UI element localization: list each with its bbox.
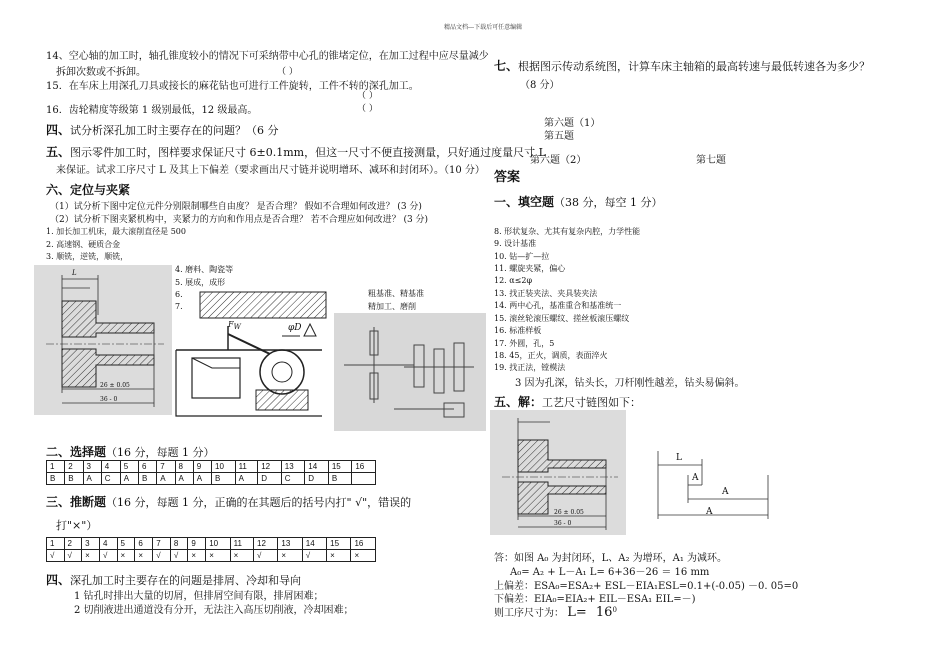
fixture-figure (172, 290, 330, 425)
choice-number-cell: 11 (235, 461, 258, 473)
choice-number-cell: 10 (212, 461, 236, 473)
answer-dim-36: 36 - 0 (554, 520, 572, 527)
section-6-line-2: （2）试分析下图夹紧机构中，夹紧力的方向和作用点是否合理？ 若不合理应如何改进？ (3 分) (50, 215, 429, 225)
fill-answer-item: 16. 标准样板 (494, 326, 542, 336)
choice-value-cell: A (157, 473, 175, 485)
choice-value-cell: B (212, 473, 236, 485)
choice-value-cell: D (258, 473, 282, 485)
choice-value-cell: A (193, 473, 211, 485)
choice-number-cell: 14 (305, 461, 329, 473)
answer-8-left: 粗基准、精基准 (368, 289, 424, 298)
choice-value-row (47, 473, 376, 485)
judge-value-row (47, 550, 376, 562)
judge-number-cell: 3 (82, 538, 100, 550)
section-7-score: （8 分） (520, 80, 560, 91)
fill-answer-item: 12. α≤2φ (494, 275, 533, 285)
fill-answer-item: 19. 找正法，镗模法 (494, 363, 566, 373)
judge-answer-table (46, 537, 376, 562)
answer-paren-16: （ ） (357, 104, 378, 114)
fill-answer-item: 14. 两中心孔，基准重合和基准统一 (494, 301, 622, 311)
fill-answer-item: 10. 钻—扩—拉 (494, 251, 550, 261)
calc-line-2: A₀= A₂ + L－A₁ L= 6+36－26 ＝ 16 mm (510, 567, 710, 578)
fill-answer-item: 13. 找正装夹法、夹具装夹法 (494, 289, 598, 298)
choice-number-cell: 15 (328, 461, 352, 473)
transmission-figure (334, 313, 486, 431)
judge-value-cell: √ (170, 550, 188, 562)
choice-value-cell: A (83, 473, 101, 485)
choice-number-cell: 5 (120, 461, 138, 473)
choice-value-cell: C (281, 473, 305, 485)
answer-2: 2. 高速钢、硬质合金 (46, 240, 121, 249)
dim-26-label: 26 ± 0.05 (100, 382, 130, 389)
judge-number-cell: 8 (170, 538, 188, 550)
choice-number-cell: 9 (193, 461, 211, 473)
chain-label-l: L (676, 453, 682, 463)
choice-value-cell (352, 473, 376, 485)
choice-number-cell: 6 (138, 461, 156, 473)
choice-number-cell: 2 (65, 461, 83, 473)
fill-answer-item: 18. 45，正火，调质，表面淬火 (494, 351, 608, 360)
judge-value-cell: √ (254, 550, 278, 562)
section-4-answer: 四、深孔加工时主要存在的问题是排屑、冷却和导向 (46, 573, 302, 587)
judge-value-cell: √ (99, 550, 117, 562)
transmission-svg (334, 313, 486, 431)
judge-number-cell: 4 (99, 538, 117, 550)
answer-part-drawing (490, 410, 626, 535)
judge-value-cell: √ (47, 550, 65, 562)
figure-title-6-1: 第六题（1） (544, 118, 601, 129)
answer-part-svg (490, 410, 626, 535)
judge-value-cell: √ (64, 550, 82, 562)
judge-value-cell: × (82, 550, 100, 562)
question-14: 14、空心轴的加工时，轴孔锥度较小的情况下可采纳带中心孔的锥堵定位，在加工过程中应尽量减少 (46, 51, 489, 62)
judge-number-cell: 7 (153, 538, 171, 550)
answer-1: 1. 加长加工机床，最大滚削直径是 500 (46, 227, 186, 236)
choice-number-row (47, 461, 376, 473)
judge-value-cell: × (135, 550, 153, 562)
question-16: 16．齿轮精度等级第 1 级别最低，12 级最高。 (46, 105, 258, 116)
judge-number-cell: 16 (351, 538, 376, 550)
section-3-heading: 三、推断题（16 分，每题 1 分，正确的在其题后的括号内打" √"，错误的 (46, 495, 412, 509)
calc-line-1: 答：如图 A₀ 为封闭环，L、A₂ 为增环，A₁ 为减环。 (494, 553, 728, 564)
judge-number-cell: 13 (278, 538, 302, 550)
judge-value-cell: × (230, 550, 253, 562)
judge-number-cell: 14 (302, 538, 326, 550)
judge-number-cell: 15 (327, 538, 351, 550)
calc-line-3: 上偏差：ESA₀=ESA₂+ ESL－EIA₁ESL=0.1+(-0.05) －0. 05=0 (494, 581, 799, 592)
choice-number-cell: 12 (258, 461, 282, 473)
section-4-question: 四、试分析深孔加工时主要存在的问题？（6 分 (46, 123, 279, 137)
judge-number-cell: 6 (135, 538, 153, 550)
chain-label-a0: A (706, 507, 713, 517)
answer-9-left: 精加工、磨削 (368, 302, 416, 311)
section-7-question: 七、根据图示传动系统图，计算车床主轴箱的最高转速与最低转速各为多少？ (494, 59, 871, 73)
choice-number-cell: 3 (83, 461, 101, 473)
judge-number-cell: 2 (64, 538, 82, 550)
fill-answer-item: 11. 螺旋夹紧，偏心 (494, 264, 566, 274)
question-15: 15．在车床上用深孔刀具或接长的麻花钻也可进行工件旋转，工件不转的深孔加工。 (46, 81, 419, 92)
answer-dim-26: 26 ± 0.05 (554, 509, 584, 516)
fill-answer-item: 9. 设计基准 (494, 239, 537, 249)
section-5-question: 五、图示零件加工时，图样要求保证尺寸 6±0.1mm，但这一尺寸不便直接测量，只好通过度量尺寸 L (46, 145, 546, 159)
answer-deep-hole-3: 3 因为孔深，钻头长，刀杆刚性越差，钻头易偏斜。 (515, 378, 745, 389)
section-4-answer-line-1: 1 钻孔时排出大量的切屑，但排屑空间有限，排屑困难； (74, 591, 324, 602)
choice-number-cell: 1 (47, 461, 65, 473)
section-5-question-cont: 来保证。试求工序尺寸 L 及其上下偏差（要求画出尺寸链并说明增环、减环和封闭环）。（10 分） (56, 165, 485, 176)
section-6-title: 六、定位与夹紧 (46, 183, 131, 197)
choice-value-cell: D (305, 473, 329, 485)
answer-5: 5. 展成，成形 (175, 278, 226, 287)
section-1-heading: 一、填空题（38 分，每空 1 分） (494, 195, 663, 209)
part-drawing-svg (34, 265, 172, 415)
choice-value-cell: B (47, 473, 65, 485)
judge-value-cell: × (188, 550, 206, 562)
choice-value-cell: C (101, 473, 120, 485)
dim-l-label: L (72, 269, 77, 277)
section-5-answer-heading: 五、解：工艺尺寸链图如下： (494, 395, 642, 409)
judge-number-cell: 9 (188, 538, 206, 550)
judge-number-row (47, 538, 376, 550)
choice-number-cell: 13 (281, 461, 305, 473)
fill-answer-item: 15. 滚丝轮滚压螺纹、搓丝板滚压螺纹 (494, 313, 630, 323)
figure-title-5: 第五题 (544, 131, 574, 142)
answer-4: 4. 磨料、陶瓷等 (175, 265, 234, 274)
answer-7: 7. (175, 302, 183, 311)
choice-number-cell: 16 (352, 461, 376, 473)
choice-value-cell: A (120, 473, 138, 485)
calc-line-4: 下偏差：EIA₀=EIA₂+ EIL－ESA₁ EIL=－) (494, 594, 696, 605)
judge-value-cell: √ (153, 550, 171, 562)
dimension-chain-svg (650, 445, 780, 525)
question-14-cont: 拆卸次数或不拆卸。 (56, 67, 146, 78)
section-2-heading: 二、选择题（16 分，每题 1 分） (46, 445, 215, 459)
judge-value-cell: √ (302, 550, 326, 562)
fill-answer-item: 17. 外圆，孔，5 (494, 338, 555, 348)
phi-d-label: φD (288, 323, 302, 333)
choice-answer-table (46, 460, 376, 485)
fixture-svg (172, 290, 330, 425)
judge-number-cell: 10 (206, 538, 230, 550)
section-4-answer-line-2: 2 切削液进出通道没有分开，无法注入高压切削液，冷却困难； (74, 605, 354, 616)
part-drawing-figure (34, 265, 172, 415)
choice-number-cell: 8 (175, 461, 193, 473)
judge-number-cell: 1 (47, 538, 65, 550)
answer-paren-15: （ ） (357, 91, 378, 101)
choice-value-cell: B (328, 473, 352, 485)
choice-value-cell: A (175, 473, 193, 485)
judge-value-cell: × (327, 550, 351, 562)
dimension-chain-diagram (650, 445, 780, 525)
section-6-line-1: （1）试分析下图中定位元件分别限制哪些自由度？ 是否合理？ 假如不合理如何改进？ (3 分) (50, 202, 422, 212)
figure-title-6-2: 第六题（2） (530, 155, 587, 166)
answer-3: 3. 顺铣，逆铣，顺铣， (46, 252, 129, 261)
fill-answer-item: 8. 形状复杂、尤其有复杂内腔，力学性能 (494, 227, 641, 236)
judge-number-cell: 12 (254, 538, 278, 550)
choice-number-cell: 7 (157, 461, 175, 473)
choice-value-cell: B (65, 473, 83, 485)
fw-label: FW (228, 320, 241, 331)
figure-title-7: 第七题 (696, 155, 726, 166)
choice-value-cell: B (138, 473, 156, 485)
calc-line-5: 则工序尺寸为： $L= 16^0$ (494, 605, 617, 620)
choice-number-cell: 4 (101, 461, 120, 473)
judge-value-cell: × (117, 550, 135, 562)
judge-value-cell: × (206, 550, 230, 562)
section-3-heading-cont: 打"×"） (56, 519, 98, 532)
watermark-text: 精品文档---下载后可任意编辑 (444, 24, 523, 31)
chain-label-a1: A (692, 473, 699, 483)
answer-6: 6. (175, 290, 183, 299)
judge-number-cell: 11 (230, 538, 253, 550)
chain-label-a2: A (722, 487, 729, 497)
answer-title: 答案 (494, 170, 521, 185)
answer-paren-14: （ ） (277, 67, 298, 77)
judge-number-cell: 5 (117, 538, 135, 550)
judge-value-cell: × (351, 550, 376, 562)
choice-value-cell: A (235, 473, 258, 485)
judge-value-cell: × (278, 550, 302, 562)
dim-36-label: 36 - 0 (100, 396, 118, 403)
